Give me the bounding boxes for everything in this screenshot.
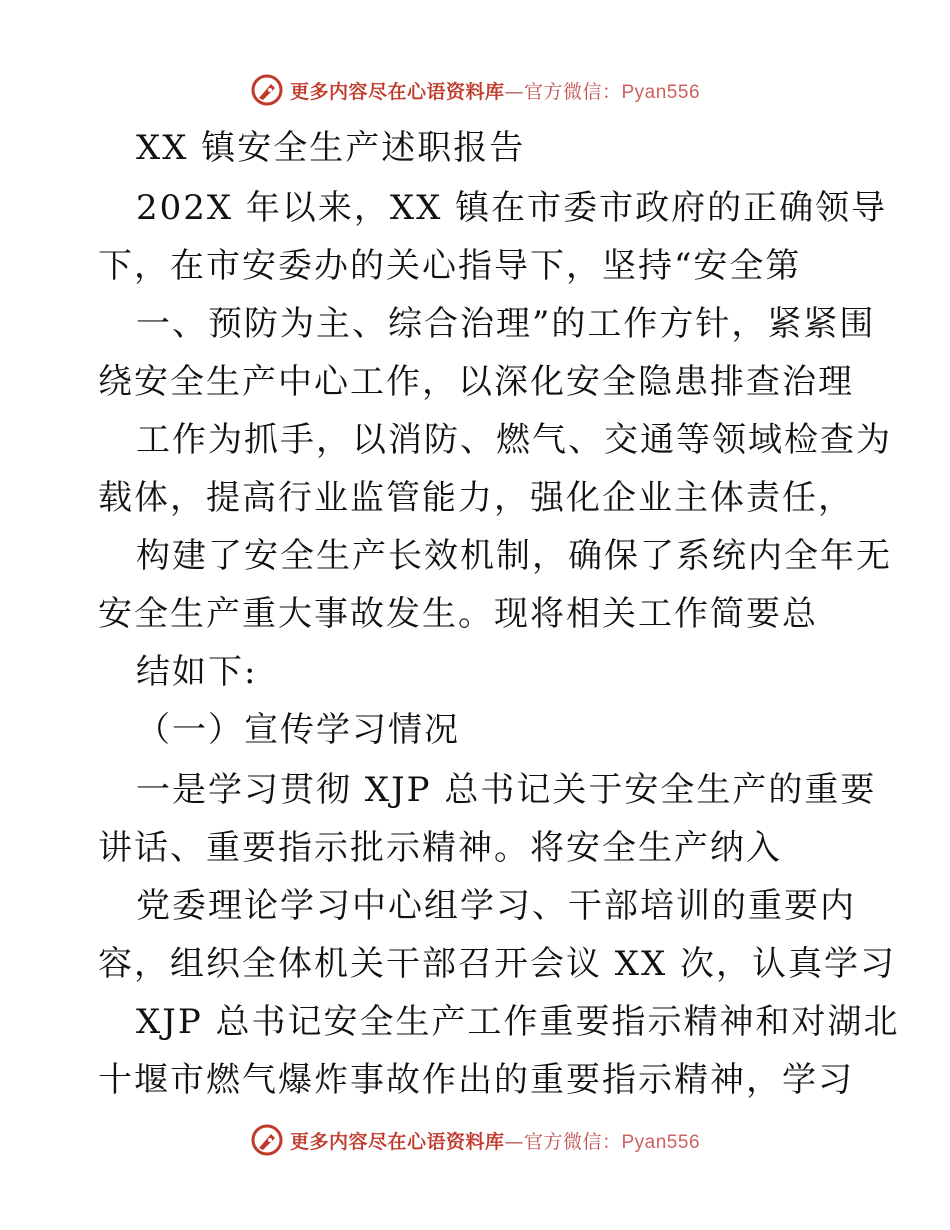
- pen-nib-circle-icon: [250, 1123, 284, 1157]
- pen-nib-circle-icon: [250, 73, 284, 107]
- paragraph-line: 党委理论学习中心组学习、干部培训的重要内: [136, 886, 856, 926]
- paragraph-line: 工作为抓手，以消防、燃气、交通等领域检查为: [136, 420, 892, 460]
- paragraph-line: 讲话、重要指示批示精神。将安全生产纳入: [98, 828, 782, 868]
- paragraph-line: 202X 年以来，XX 镇在市委市政府的正确领导: [136, 188, 888, 228]
- paragraph-line: XJP 总书记安全生产工作重要指示精神和对湖北: [136, 1002, 900, 1042]
- paragraph-line: 一是学习贯彻 XJP 总书记关于安全生产的重要: [136, 770, 877, 810]
- watermark-wechat-label: 官方微信：: [523, 1130, 622, 1153]
- document-title: XX 镇安全生产述职报告: [136, 128, 526, 168]
- paragraph-line: 载体，提高行业监管能力，强化企业主体责任，: [98, 478, 854, 518]
- section-heading: （一）宣传学习情况: [136, 710, 460, 750]
- paragraph-line: 结如下:: [136, 652, 258, 692]
- paragraph-line: 安全生产重大事故发生。现将相关工作简要总: [98, 594, 818, 634]
- watermark-text: [290, 1127, 700, 1154]
- paragraph-line: 绕安全生产中心工作，以深化安全隐患排查治理: [98, 362, 854, 402]
- watermark-separator: —: [504, 80, 524, 103]
- watermark-text: [290, 77, 700, 104]
- watermark-wechat-id: Pyan556: [621, 81, 701, 103]
- paragraph-line: 十堰市燃气爆炸事故作出的重要指示精神，学习: [98, 1060, 854, 1100]
- paragraph-line: 下，在市安委办的关心指导下，坚持“安全第: [98, 246, 802, 286]
- paragraph-line: 一、预防为主、综合治理”的工作方针，紧紧围: [136, 304, 876, 344]
- paragraph-line: 构建了安全生产长效机制，确保了系统内全年无: [136, 536, 892, 576]
- watermark-wechat-id: Pyan556: [621, 1131, 701, 1153]
- watermark-banner-bottom: [0, 1120, 950, 1160]
- watermark-brand: 更多内容尽在心语资料库: [289, 80, 505, 103]
- paragraph-line: 容，组织全体机关干部召开会议 XX 次，认真学习: [98, 944, 897, 984]
- watermark-banner-top: [0, 70, 950, 110]
- watermark-wechat-label: 官方微信：: [523, 80, 622, 103]
- watermark-brand: 更多内容尽在心语资料库: [289, 1130, 505, 1153]
- watermark-separator: —: [504, 1130, 524, 1153]
